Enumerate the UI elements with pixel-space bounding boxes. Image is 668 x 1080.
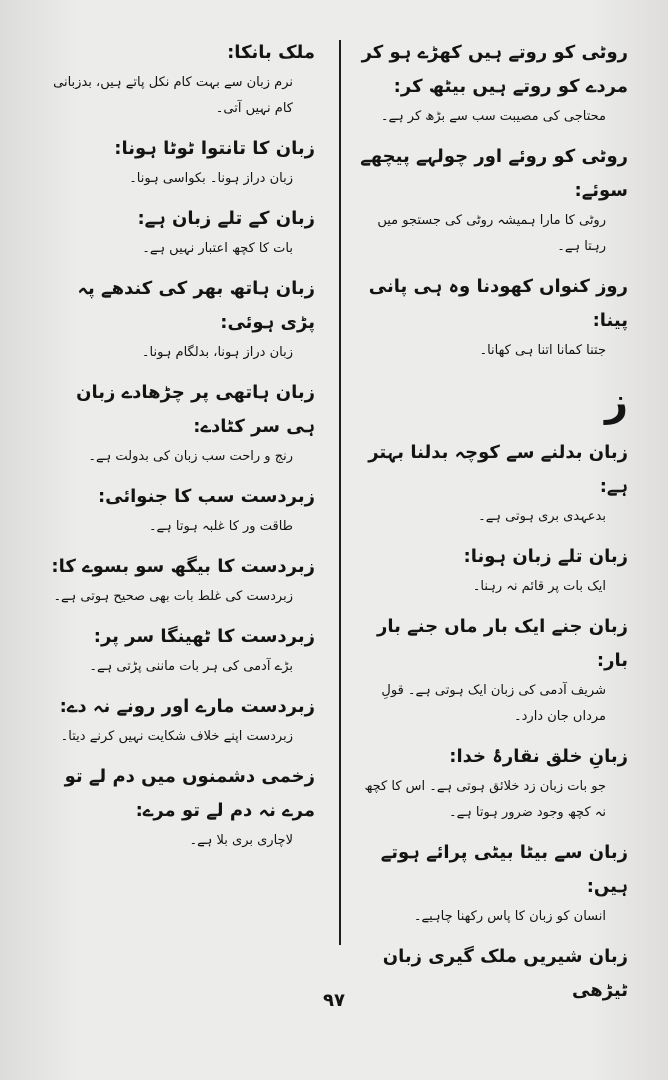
idiom-entry [47,620,315,680]
idiom-phrase: روٹی کو روئے اور چولہے پیچھے سوئے: [360,146,628,201]
idiom-phrase: زبان سے بیٹا بیٹی پرائے ہوتے ہیں: [380,842,628,897]
idiom-entry [47,760,315,854]
idiom-meaning: انسان کو زبان کا پاس رکھنا چاہیے۔ [413,909,606,924]
idiom-entry [353,436,628,530]
idiom-phrase: زبان شیریں ملک گیری زبان ٹیڑھی [382,946,628,1001]
idiom-entry [47,272,315,366]
left-column [47,36,315,976]
idiom-meaning: روٹی کا مارا ہمیشہ روٹی کی جستجو میں رہتا ہے۔ [377,213,606,254]
idiom-meaning: بدعہدی بری ہوتی ہے۔ [478,509,606,524]
idiom-meaning: بات کا کچھ اعتبار نہیں ہے۔ [142,241,293,256]
idiom-phrase: زبردست کا بیگھ سو بسوے کا: [51,556,315,577]
idiom-entry [47,550,315,610]
idiom-entry [353,540,628,600]
idiom-phrase: زبردست کا ٹھینگا سر پر: [93,626,315,647]
idiom-phrase: زبان ہاتھی پر چڑھادے زبان ہی سر کٹادے: [76,382,315,437]
idiom-entry [353,140,628,260]
idiom-meaning: طاقت ور کا غلبہ ہوتا ہے۔ [148,519,293,534]
idiom-meaning: ایک بات پر قائم نہ رہنا۔ [472,579,606,594]
idiom-phrase: زبردست مارے اور رونے نہ دے: [59,696,315,717]
right-column [353,36,628,1001]
idiom-phrase: زبردست سب کا جنوائی: [97,486,315,507]
idiom-phrase: زبان ہاتھ بھر کی کندھے پہ پڑی ہوئی: [77,278,315,333]
idiom-phrase: زبان کا تانتوا ٹوٹا ہونا: [114,138,315,159]
idiom-phrase: زبانِ خلق نقارۂ خدا: [449,746,628,767]
idiom-meaning: جو بات زبان زد خلائق ہوتی ہے۔ اس کا کچھ نہ کچھ وجود ضرور ہوتا ہے۔ [364,779,606,820]
idiom-phrase: زبان بدلنے سے کوچہ بدلنا بہتر ہے: [368,442,628,497]
idiom-meaning: زبان دراز ہونا، بدلگام ہونا۔ [141,345,293,360]
idiom-meaning: نرم زبان سے بہت کام نکل پاتے ہیں، بدزبانی کام نہیں آتی۔ [53,75,293,116]
idiom-phrase: روٹی کو روتے ہیں کھڑے ہو کر مردے کو روتے ہیں بیٹھ کر: [361,42,628,97]
idiom-meaning: شریف آدمی کی زبان ایک ہوتی ہے۔ قولِ مرداں جان دارد۔ [381,683,606,724]
page-number: ۹۷ [323,990,345,1011]
idiom-entry [353,36,628,130]
idiom-entry [47,202,315,262]
idiom-entry [353,836,628,930]
idiom-phrase: زبان تلے زبان ہونا: [463,546,628,567]
column-divider [339,40,341,945]
idiom-entry [353,740,628,826]
idiom-meaning: زبان دراز ہونا۔ بکواسی ہونا۔ [129,171,293,186]
idiom-meaning: رنج و راحت سب زبان کی بدولت ہے۔ [88,449,293,464]
idiom-phrase: زبان جنے ایک بار ماں جنے بار بار: [377,616,628,671]
idiom-phrase: زخمی دشمنوں میں دم لے تو مرے نہ دم لے تو مرے: [64,766,315,821]
idiom-meaning: محتاجی کی مصیبت سب سے بڑھ کر ہے۔ [380,109,606,124]
idiom-meaning: زبردست کی غلط بات بھی صحیح ہوتی ہے۔ [53,589,293,604]
idiom-entry [47,132,315,192]
idiom-entry [353,610,628,730]
idiom-meaning: لاچاری بری بلا ہے۔ [189,833,293,848]
section-letter-heading: ز [604,379,628,425]
idiom-meaning: بڑے آدمی کی ہر بات ماننی پڑتی ہے۔ [89,659,293,674]
idiom-entry [47,36,315,122]
idiom-entry [353,270,628,364]
idiom-meaning: جتنا کمانا اتنا ہی کھانا۔ [479,343,606,358]
idiom-phrase: ملک بانکا: [227,42,315,63]
idiom-entry [47,690,315,750]
idiom-entry [47,480,315,540]
idiom-phrase: زبان کے تلے زبان ہے: [137,208,315,229]
idiom-entry [47,376,315,470]
idiom-phrase: روز کنواں کھودنا وہ ہی پانی پینا: [368,276,628,331]
idiom-meaning: زبردست اپنے خلاف شکایت نہیں کرنے دیتا۔ [60,729,293,744]
